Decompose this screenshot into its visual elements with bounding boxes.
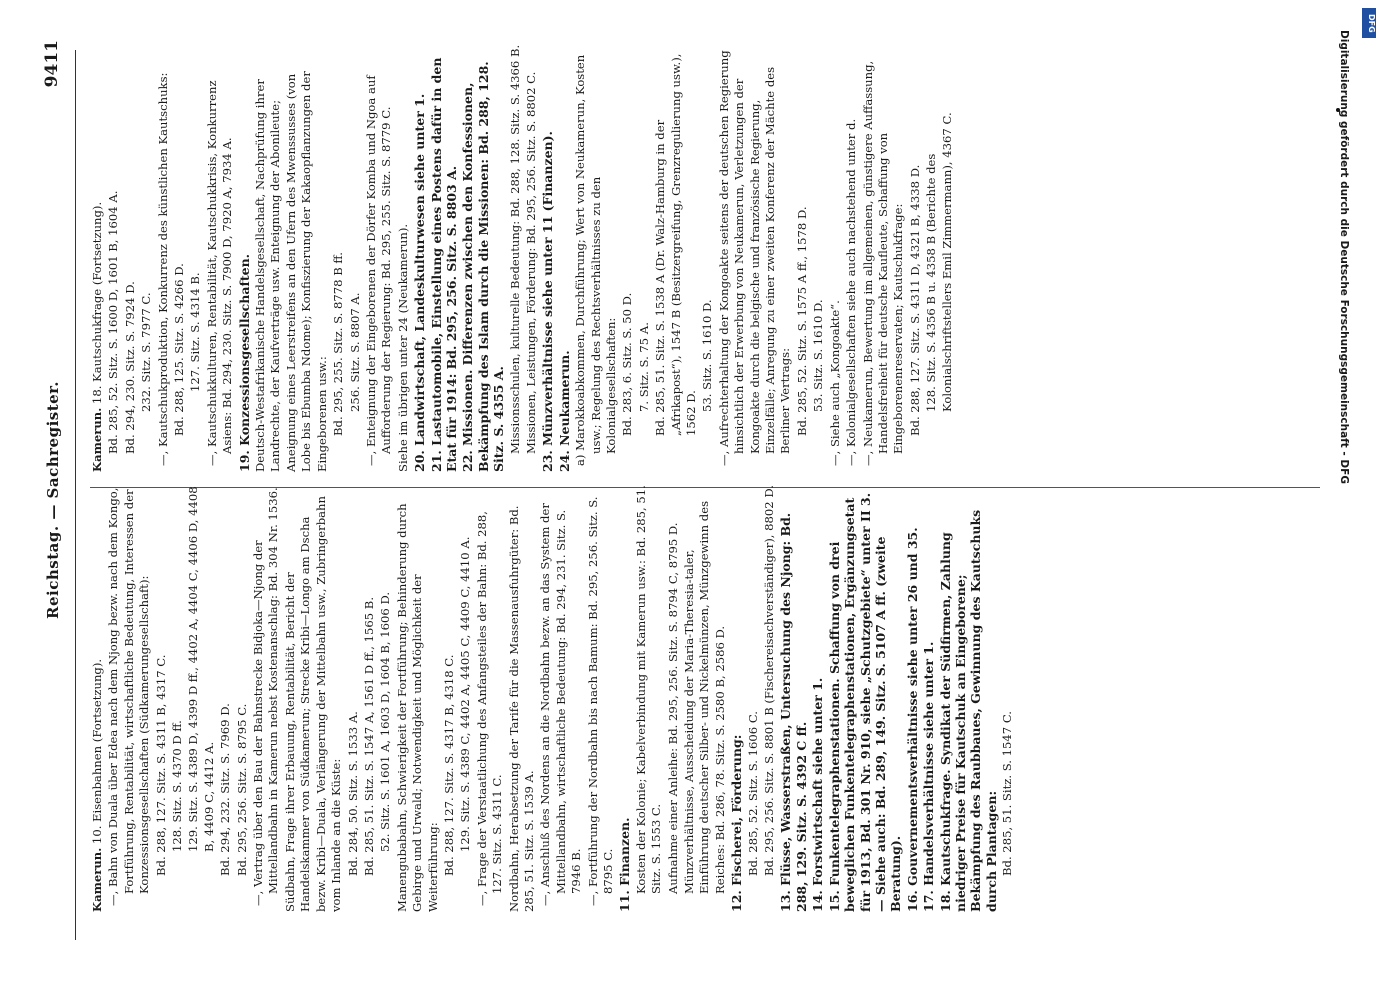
dfg-logo: DFG bbox=[1362, 8, 1376, 38]
entry: —, Kolonialgesellschaften siehe auch nachstehend unter d. bbox=[844, 118, 859, 466]
entry: Bd. 288, 127. Sitz. S. 4317 B, 4318 C. bbox=[441, 654, 456, 876]
section-heading: 14. Forstwirtschaft siehe unter 1. bbox=[810, 677, 826, 912]
entry: —, Kautschukkulturen, Rentabilität, Kautschukkrisis, Konkurrenz Asiens: Bd. 294, 230. Sitz. S. 7900 D, 7920 A, 7934 A. bbox=[204, 80, 235, 466]
entry: 128. Sitz. S. 4356 B u. 4358 B (Berichte des Kolonialschriftstellers Emil Zimmermann), 4367 C. bbox=[924, 112, 954, 412]
left-section-label: Kamerun. bbox=[90, 847, 104, 912]
entry: Bd. 285, 52. Sitz. S. 1606 C. bbox=[745, 711, 760, 876]
entry: Bd. 285, 51. Sitz. S. 1547 C. bbox=[1000, 711, 1015, 876]
header-title: Reichstag. — Sachregister. bbox=[44, 381, 62, 619]
entry: —, Vertrag über den Bau der Bahnstrecke Bidjoka—Njong der Mittellandbahn in Kamerun nebst Kostenanschlag: Bd. 304 Nr. 1536. bbox=[251, 487, 281, 906]
section-heading: 20. Landwirtschaft, Landeskulturwesen siehe unter 1. bbox=[412, 93, 428, 472]
section-heading: 17. Handelsverhältnisse siehe unter 1. bbox=[921, 641, 937, 912]
entry: Bd. 285, 52. Sitz. S. 1600 D, 1601 B, 1604 A. bbox=[106, 190, 121, 454]
section-heading: 16. Gouvernementsverhältnisse siehe unter 26 und 35. bbox=[904, 527, 920, 912]
entry: 52. Sitz. S. 1601 A, 1603 D, 1604 B, 1606 D. bbox=[378, 591, 393, 852]
entry: Bd. 285, 51. Sitz. S. 1538 A (Dr. Walz-Hamburg in der „Afrikapost“), 1547 B (Besitzergreifung, Grenzregulierung usw.), 1562 D. bbox=[653, 53, 699, 436]
entry: Siehe im übrigen unter 24 (Neukamerun). bbox=[395, 223, 410, 472]
entry: Münzverhältnisse, Ausscheidung der Maria-Theresia-taler, Einführung deutscher Silber- und Nickelmünzen, Münzgewinn des Reiches: Bd. 286, 78. Sitz. S. 2580 B, 2586 D. bbox=[682, 500, 727, 894]
entry: Missionen, Leistungen, Förderung: Bd. 295, 256. Sitz. S. 8802 C. bbox=[523, 71, 538, 454]
entry: 53. Sitz. S. 1610 D. bbox=[811, 299, 826, 412]
section-heading: 15. Funkentelegraphenstationen. Schaffung von drei beweglichen Funkentelegraphenstationen, Ergänzungsetat für 1913, Bd. 301 Nr. 910, siehe „Schutzgebiete“ unter II 3. — Siehe auch: Bd. 289, 149. Sitz. S. 5107 A ff. (zweite Beratung). bbox=[826, 492, 904, 912]
entry: Bd. 288, 127. Sitz. S. 4311 B, 4317 C. bbox=[153, 654, 168, 876]
section-heading: 19. Konzessionsgesellschaften. bbox=[236, 253, 252, 472]
entry: 256. Sitz. S. 8807 A. bbox=[347, 292, 362, 412]
section-heading: 23. Münzverhältnisse siehe unter 11 (Finanzen). bbox=[540, 131, 556, 472]
section-heading: 13. Flüsse, Wasserstraßen, Untersuchung des Njong: Bd. 288, 129. Sitz. S. 4392 C ff. bbox=[778, 512, 809, 912]
entry: Bd. 295, 256. Sitz. S. 8795 C. bbox=[234, 703, 249, 876]
entry: —, Fortführung der Nordbahn bis nach Bamum: Bd. 295, 256. Sitz. S. 8795 C. bbox=[585, 496, 615, 906]
section-heading: 24. Neukamerun. bbox=[556, 350, 572, 472]
entry: —, Enteignung der Eingeborenen der Dörfer Komba und Ngoa auf Aufforderung der Regierung: Bd. 295, 255. Sitz. S. 8779 C. bbox=[363, 75, 394, 466]
entry: a) Marokkoabkommen, Durchführung; Wert von Neukamerun, Kosten usw.; Regelung des Rechtsverhältnisses zu den Kolonialgesellschaften: bbox=[573, 54, 618, 466]
entry: Nordbahn, Herabsetzung der Tarife für die Massenausfuhrgüter: Bd. 285, 51. Sitz. S. 1539 A. bbox=[506, 505, 536, 912]
entry: 129. Sitz. S. 4389 D, 4399 D ff., 4402 A, 4404 C, 4406 D, 4408 B, 4409 C, 4412 A. bbox=[186, 486, 216, 852]
left-section-continued: 10. Eisenbahnen (Fortsetzung). bbox=[90, 658, 104, 845]
right-section-label: Kamerun. bbox=[90, 407, 104, 472]
page-header bbox=[38, 0, 68, 1000]
entry: Bd. 285, 51. Sitz. S. 1547 A, 1561 D ff., 1565 B. bbox=[361, 596, 376, 876]
entry: 53. Sitz. S. 1610 D. bbox=[700, 299, 715, 412]
entry: —, Bahn von Duala über Edea nach dem Njong bezw. nach dem Kongo, Fortführung, Rentabilität, wirtschaftliche Bedeutung, Interessen der Konzessionsgesellschaften (Südkamerungesellschaft): bbox=[106, 487, 152, 906]
header-rule bbox=[75, 50, 76, 940]
entry: Bd. 295, 255. Sitz. S. 8778 B ff. bbox=[331, 252, 346, 436]
entry: 7. Sitz. S. 75 A. bbox=[636, 322, 651, 412]
entry: Bd. 294, 230. Sitz. S. 7924 D. bbox=[122, 281, 137, 454]
entry: Bd. 283, 6. Sitz. S. 50 D. bbox=[620, 292, 635, 436]
left-column bbox=[90, 482, 1017, 912]
section-heading: 18. Kautschukfrage. Syndikat der Südfirmen, Zahlung niedriger Preise für Kautschuk an Eingeborene; Bekämpfung des Raubbaues, Gewinnung des Kautschuks durch Plantagen: bbox=[937, 509, 999, 912]
section-heading: 11. Finanzen. bbox=[617, 817, 633, 912]
entry: Südbahn, Frage ihrer Erbauung, Rentabilität, Bericht der Handelskammer von Südkamerun; Strecke Kribi—Longo am Dscha bezw. Kribi—Duala, Verlängerung der Mittelbahn usw., Zubringerbahn vom Inlande an die Küste: bbox=[282, 496, 344, 912]
section-heading: 12. Fischerei, Förderung: bbox=[729, 734, 745, 912]
page-number: 9411 bbox=[42, 40, 62, 88]
entry: —, Neukamerun, Bewertung im allgemeinen, günstigere Auffassung, Handelsfreiheit für deutsche Kaufleute, Schaffung von Eingeborenenreservaten; Kautschukfrage: bbox=[860, 60, 906, 466]
entry: —, Kautschukproduktion, Konkurrenz des künstlichen Kautschuks: bbox=[155, 72, 170, 466]
right-column bbox=[90, 42, 956, 472]
entry: Bd. 294, 232. Sitz. S. 7969 D. bbox=[218, 703, 233, 876]
entry: Missionsschulen, kulturelle Bedeutung: Bd. 288, 128. Sitz. S. 4366 B. bbox=[507, 44, 522, 454]
entry: Bd. 285, 52. Sitz. S. 1575 A ff., 1578 D. bbox=[794, 206, 809, 436]
entry: —, Aufrechterhaltung der Kongoakte seitens der deutschen Regierung hinsichtlich der Erwerbung von Neukamerun, Verletzungen der Kongoakte durch die belgische und französische Regierung, Einzelfälle; Anregung zu einer zweiten Konferenz der Mächte des Berliner Vertrags: bbox=[716, 50, 793, 466]
entry: Manengubabahn, Schwierigkeit der Fortführung; Behinderung durch Gebirge und Urwald; Notwendigkeit und Möglichkeit der Weiterführung: bbox=[394, 503, 440, 912]
right-section-continued: 18. Kautschukfrage (Fortsetzung). bbox=[90, 201, 104, 405]
entry: Kosten der Kolonie; Kabelverbindung mit Kamerun usw.: Bd. 285, 51. Sitz. S. 1553 C. bbox=[633, 485, 664, 894]
entry: Aufnahme einer Anleihe: Bd. 295, 256. Sitz. S. 8794 C, 8795 D. bbox=[665, 522, 680, 894]
entry: Deutsch-Westafrikanische Handelsgesellschaft, Nachprüfung ihrer Landrechte, der Kaufverträge usw. Enteignung der Abonileute; Aneignung eines Leerstreifens an den Ufern des Mwenssusses (von Lobe bis Ebumba Ndome); Konfiszierung der Kakaopflanzungen der Eingeborenen usw.: bbox=[253, 71, 329, 472]
entry: 129. Sitz. S. 4389 C, 4402 A, 4405 C, 4409 C, 4410 A. bbox=[458, 536, 473, 852]
entry: Bd. 288, 125. Sitz. S. 4266 D. bbox=[172, 263, 187, 436]
digitization-note: Digitalisierung gefördert durch die Deutsche Forschungsgemeinschaft - DFG bbox=[1338, 30, 1350, 484]
section-heading: 22. Missionen. Differenzen zwischen den Konfessionen, Bekämpfung des Islam durch die Missionen: Bd. 288, 128. Sitz. S. 4355 A. bbox=[460, 61, 507, 472]
entry: 127. Sitz. S. 4314 B. bbox=[188, 272, 203, 392]
entry: Bd. 284, 50. Sitz. S. 1533 A. bbox=[345, 711, 360, 876]
entry: —, Siehe auch „Kongoakte“. bbox=[827, 300, 842, 466]
entry: 128. Sitz. S. 4370 D ff. bbox=[170, 720, 185, 852]
entry: Bd. 288, 127. Sitz. S. 4311 D, 4321 B, 4338 D. bbox=[907, 164, 922, 436]
entry: 232. Sitz. S. 7977 C. bbox=[139, 292, 154, 412]
entry: Bd. 295, 256. Sitz. S. 8801 B (Fischereisachverständiger), 8802 D. bbox=[762, 485, 777, 876]
entry: —, Anschluß des Nordens an die Nordbahn bezw. an das System der Mittellandbahn, wirtschaftliche Bedeutung: Bd. 294, 231. Sitz. S. 7946 B. bbox=[538, 503, 584, 906]
section-heading: 21. Lastautomobile, Einstellung eines Postens dafür in den Etat für 1914: Bd. 295, 256. Sitz. S. 8803 A. bbox=[428, 57, 459, 472]
entry: —, Frage der Verstaatlichung des Anfangsteiles der Bahn: Bd. 288, 127. Sitz. S. 4311 C. bbox=[474, 511, 505, 906]
